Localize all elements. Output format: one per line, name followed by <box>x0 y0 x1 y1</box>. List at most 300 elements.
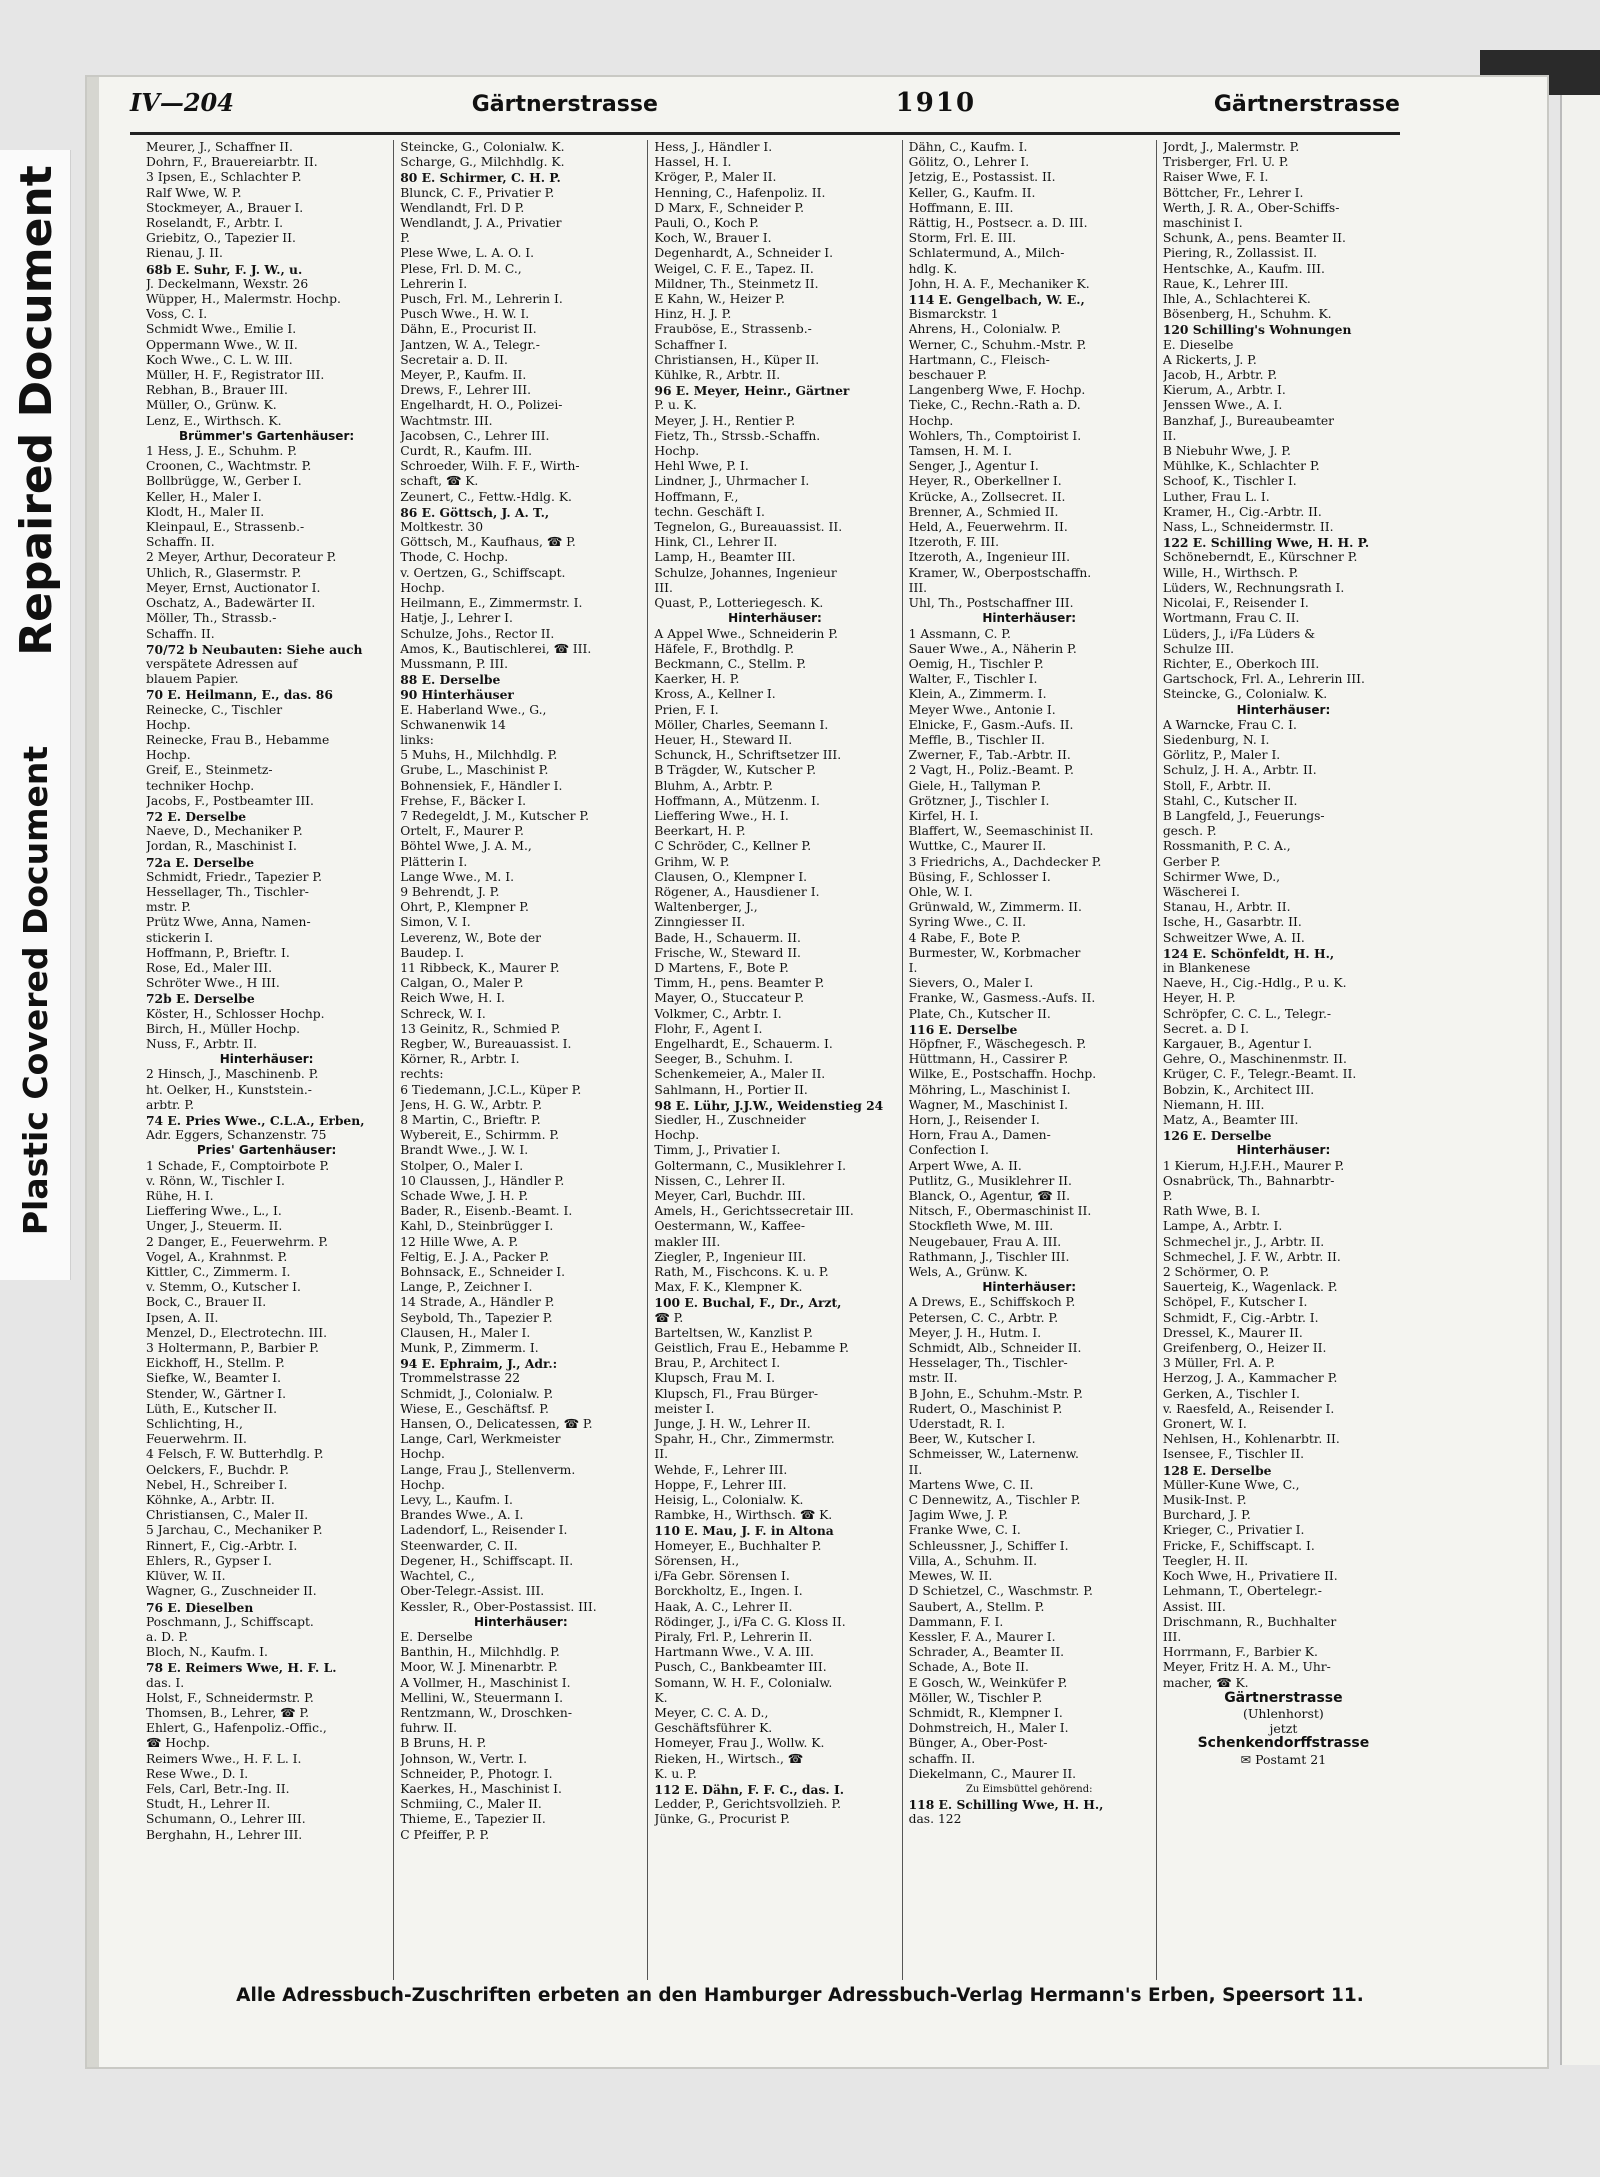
resident-entry: Hoffmann, E. III. <box>908 200 1014 215</box>
resident-entry: maschinist I. <box>1162 216 1243 231</box>
resident-entry: Klein, A., Zimmerm. I. <box>908 687 1047 702</box>
resident-entry: Simon, V. I. <box>400 915 471 930</box>
resident-entry: Naeve, D., Mechaniker P. <box>146 824 303 839</box>
resident-entry: A Appel Wwe., Schneiderin P. <box>654 626 838 641</box>
resident-entry: John, H. A. F., Mechaniker K. <box>908 276 1090 291</box>
resident-entry: II. <box>1162 428 1177 443</box>
resident-entry: Schmeisser, W., Laternenw. <box>908 1447 1079 1462</box>
resident-entry: Gerber P. <box>1162 854 1221 869</box>
resident-entry: Weigel, C. F. E., Tapez. II. <box>654 261 814 276</box>
house-number-entry: 94 E. Ephraim, J., Adr.: <box>400 1356 558 1372</box>
resident-entry: Meyer, Fritz H. A. M., Uhr- <box>1162 1660 1331 1675</box>
resident-entry: Oelckers, F., Buchdr. P. <box>146 1462 289 1477</box>
resident-entry: Lehrerin I. <box>400 276 468 291</box>
resident-entry: Fietz, Th., Strssb.-Schaffn. <box>654 428 821 443</box>
resident-entry: Griebitz, O., Tapezier II. <box>146 231 296 246</box>
resident-entry: Raiser Wwe, F. I. <box>1162 170 1269 185</box>
resident-entry: Gerken, A., Tischler I. <box>1162 1386 1300 1401</box>
resident-entry: 9 Behrendt, J. P. <box>400 884 500 899</box>
resident-entry: Meyer, C. C. A. D., <box>654 1705 769 1720</box>
resident-entry: Schunck, H., Schriftsetzer III. <box>654 748 842 763</box>
resident-entry: Hess, J., Händler I. <box>654 140 773 154</box>
resident-entry: Junge, J. H. W., Lehrer II. <box>654 1417 811 1432</box>
resident-entry: das. 122 <box>908 1812 962 1827</box>
resident-entry: Schmidt, F., Cig.-Arbtr. I. <box>1162 1310 1319 1325</box>
resident-entry: Bismarckstr. 1 <box>908 307 999 322</box>
resident-entry: v. Oertzen, G., Schiffscapt. <box>400 565 566 580</box>
street-notice: ✉ Postamt 21 <box>1240 1751 1327 1767</box>
resident-entry: Meyer Wwe., Antonie I. <box>908 702 1056 717</box>
resident-entry: Timm, H., pens. Beamter P. <box>654 976 825 991</box>
resident-entry: Dressel, K., Maurer II. <box>1162 1325 1303 1340</box>
resident-entry: Fels, Carl, Betr.-Ing. II. <box>146 1781 290 1796</box>
resident-entry: Kahl, D., Steinbrügger I. <box>400 1219 554 1234</box>
resident-entry: Putlitz, G., Musiklehrer II. <box>908 1173 1072 1188</box>
resident-entry: Wehde, F., Lehrer III. <box>654 1462 788 1477</box>
resident-entry: Reinecke, Frau B., Hebamme <box>146 732 330 747</box>
resident-entry: Poschmann, J., Schiffscapt. <box>146 1614 314 1629</box>
resident-entry: Feuerwehrm. II. <box>146 1432 247 1447</box>
resident-entry: Hentschke, A., Kaufm. III. <box>1162 261 1325 276</box>
resident-entry: rechts: <box>400 1067 444 1082</box>
resident-entry: Raue, K., Lehrer III. <box>1162 276 1289 291</box>
resident-entry: Steincke, G., Colonialw. K. <box>1162 687 1328 702</box>
resident-entry: Klodt, H., Maler II. <box>146 504 265 519</box>
resident-entry: Piraly, Frl. P., Lehrerin II. <box>654 1629 813 1644</box>
resident-entry: Hartmann, C., Fleisch- <box>908 352 1050 367</box>
resident-entry: Schlatermund, A., Milch- <box>908 246 1065 261</box>
house-number-entry: 122 E. Schilling Wwe, H. H. P. <box>1162 535 1370 551</box>
resident-entry: Walter, F., Tischler I. <box>908 672 1038 687</box>
resident-entry: Lüders, J., i/Fa Lüders & <box>1162 626 1316 641</box>
resident-entry: Siedenburg, N. I. <box>1162 732 1270 747</box>
resident-entry: Christiansen, H., Küper II. <box>654 352 820 367</box>
resident-entry: E. Dieselbe <box>1162 337 1234 352</box>
resident-entry: Langenberg Wwe, F. Hochp. <box>908 383 1086 398</box>
resident-entry: Zeunert, C., Fettw.-Hdlg. K. <box>400 489 572 504</box>
resident-entry: Bloch, N., Kaufm. I. <box>146 1645 268 1660</box>
resident-entry: II. <box>654 1447 669 1462</box>
resident-entry: Lange, Frau J., Stellenverm. <box>400 1462 576 1477</box>
resident-entry: Mewes, W. II. <box>908 1569 993 1584</box>
resident-entry: Göttsch, M., Kaufhaus, ☎ P. <box>400 535 576 550</box>
resident-entry: A Vollmer, H., Maschinist I. <box>400 1675 571 1690</box>
resident-entry: Wagner, G., Zuschneider II. <box>146 1584 317 1599</box>
resident-entry: Beckmann, C., Stellm. P. <box>654 656 807 671</box>
resident-entry: Roselandt, F., Arbtr. I. <box>146 216 284 231</box>
resident-entry: Schwanenwik 14 <box>400 717 506 732</box>
resident-entry: Lampe, A., Arbtr. I. <box>1162 1219 1283 1234</box>
resident-entry: Waltenberger, J., <box>654 900 758 915</box>
resident-entry: Croonen, C., Wachtmstr. P. <box>146 459 312 474</box>
street-notice: jetzt <box>1269 1721 1298 1737</box>
resident-entry: Stockmeyer, A., Brauer I. <box>146 200 304 215</box>
resident-entry: Steenwarder, C. II. <box>400 1538 518 1553</box>
resident-entry: Jens, H. G. W., Arbtr. P. <box>400 1097 543 1112</box>
resident-entry: 3 Holtermann, P., Barbier P. <box>146 1341 319 1356</box>
house-number-entry: 90 Hinterhäuser <box>400 687 514 703</box>
resident-entry: Schumann, O., Lehrer III. <box>146 1812 306 1827</box>
resident-entry: Hink, Cl., Lehrer II. <box>654 535 778 550</box>
resident-entry: Rudert, O., Maschinist P. <box>908 1401 1063 1416</box>
resident-entry: Klüver, W. II. <box>146 1569 226 1584</box>
resident-entry: Kittler, C., Zimmerm. I. <box>146 1265 291 1280</box>
resident-entry: das. I. <box>146 1675 185 1690</box>
resident-entry: mstr. P. <box>146 900 191 915</box>
resident-entry: arbtr. P. <box>146 1097 195 1112</box>
resident-entry: Johnson, W., Vertr. I. <box>400 1751 528 1766</box>
resident-entry: Grünwald, W., Zimmerm. II. <box>908 900 1082 915</box>
resident-entry: Trisberger, Frl. U. P. <box>1162 155 1289 170</box>
resident-entry: Schreck, W. I. <box>400 1006 486 1021</box>
resident-entry: Franke Wwe, C. I. <box>908 1523 1021 1538</box>
resident-entry: K. <box>654 1690 668 1705</box>
resident-entry: Brau, P., Architect I. <box>654 1356 781 1371</box>
resident-entry: Bohnsack, E., Schneider I. <box>400 1265 566 1280</box>
resident-entry: Dohmstreich, H., Maler I. <box>908 1721 1069 1736</box>
resident-entry: Spahr, H., Chr., Zimmermstr. <box>654 1432 835 1447</box>
resident-entry: Scharge, G., Milchhdlg. K. <box>400 155 565 170</box>
house-number-entry: 72b E. Derselbe <box>146 991 255 1007</box>
resident-entry: Oestermann, W., Kaffee- <box>654 1219 806 1234</box>
resident-entry: Degener, H., Schiffscapt. II. <box>400 1553 574 1568</box>
resident-entry: Jordt, J., Malermstr. P. <box>1162 140 1300 154</box>
section-heading: Hinterhäuser: <box>1236 702 1331 717</box>
resident-entry: Kessler, R., Ober-Postassist. III. <box>400 1599 597 1614</box>
resident-entry: Schmidt, J., Colonialw. P. <box>400 1386 554 1401</box>
resident-entry: Musik-Inst. P. <box>1162 1493 1247 1508</box>
resident-entry: Frehse, F., Bäcker I. <box>400 793 527 808</box>
resident-entry: Jagim Wwe, J. P. <box>908 1508 1008 1523</box>
resident-entry: E Gosch, W., Weinküfer P. <box>908 1675 1068 1690</box>
resident-entry: Dohrn, F., Brauereiarbtr. II. <box>146 155 318 170</box>
resident-entry: 2 Meyer, Arthur, Decorateur P. <box>146 550 337 565</box>
resident-entry: Henning, C., Hafenpoliz. II. <box>654 185 826 200</box>
house-number-entry: 100 E. Buchal, F., Dr., Arzt, <box>654 1295 842 1311</box>
resident-entry: i/Fa Gebr. Sörensen I. <box>654 1569 790 1584</box>
resident-entry: Martens Wwe, C. II. <box>908 1477 1034 1492</box>
resident-entry: Stahl, C., Kutscher II. <box>1162 793 1298 808</box>
street-notice-title: Gärtnerstrasse <box>1224 1690 1343 1706</box>
resident-entry: Baudep. I. <box>400 945 465 960</box>
resident-entry: Müller-Kune Wwe, C., <box>1162 1477 1300 1492</box>
resident-entry: Rathmann, J., Tischler III. <box>908 1249 1070 1264</box>
resident-entry: Ehlers, R., Gypser I. <box>146 1553 272 1568</box>
resident-entry: Koch, W., Brauer I. <box>654 231 772 246</box>
resident-entry: Meyer, J. H., Rentier P. <box>654 413 796 428</box>
resident-entry: Siedler, H., Zuschneider <box>654 1113 806 1127</box>
house-number-entry: 98 E. Lühr, J.J.W., Weidenstieg 24 <box>654 1097 884 1113</box>
resident-entry: Clausen, H., Maler I. <box>400 1325 531 1340</box>
resident-entry: Schulz, J. H. A., Arbtr. II. <box>1162 763 1317 778</box>
resident-entry: Reinecke, C., Tischler <box>146 702 283 717</box>
resident-entry: Secret. a. D I. <box>1162 1021 1249 1036</box>
resident-entry: Wohlers, Th., Comptoirist I. <box>908 428 1082 443</box>
resident-entry: Tegnelon, G., Bureauassist. II. <box>654 520 843 535</box>
resident-entry: Wachtel, C., <box>400 1569 475 1584</box>
resident-entry: Geschäftsführer K. <box>654 1721 773 1736</box>
resident-entry: Beer, W., Kutscher I. <box>908 1432 1036 1447</box>
resident-entry: Saubert, A., Stellm. P. <box>908 1599 1045 1614</box>
resident-entry: Timm, J., Privatier I. <box>654 1143 781 1158</box>
resident-entry: Pauli, O., Koch P. <box>654 216 759 231</box>
resident-entry: v. Raesfeld, A., Reisender I. <box>1162 1401 1335 1416</box>
resident-entry: Neugebauer, Frau A. III. <box>908 1234 1062 1249</box>
resident-entry: Rienau, J. II. <box>146 246 223 261</box>
resident-entry: Lieffering Wwe., L., I. <box>146 1204 282 1219</box>
resident-entry: Uhl, Th., Postschaffner III. <box>908 596 1074 611</box>
resident-entry: Christiansen, C., Maler II. <box>146 1508 309 1523</box>
resident-entry: Jordan, R., Maschinist I. <box>146 839 297 854</box>
house-number-entry: 70/72 b Neubauten: Siehe auch <box>146 641 363 657</box>
page-number: IV—204 <box>130 88 234 117</box>
directory-column <box>1157 140 1410 1980</box>
resident-entry: techniker Hochp. <box>146 778 255 793</box>
resident-entry: Stoll, F., Arbtr. II. <box>1162 778 1272 793</box>
resident-entry: Meyer, Ernst, Auctionator I. <box>146 580 321 595</box>
resident-entry: Krüger, C. F., Telegr.-Beamt. II. <box>1162 1067 1357 1082</box>
resident-entry: Itzeroth, A., Ingenieur III. <box>908 550 1070 565</box>
resident-entry: Greif, E., Steinmetz- <box>146 763 273 778</box>
resident-entry: Nitsch, F., Obermaschinist II. <box>908 1204 1092 1219</box>
resident-entry: Ziegler, P., Ingenieur III. <box>654 1249 807 1264</box>
resident-entry: 2 Vagt, H., Poliz.-Beamt. P. <box>908 763 1074 778</box>
resident-entry: 3 Friedrichs, A., Dachdecker P. <box>908 854 1102 869</box>
resident-entry: Blanck, O., Agentur, ☎ II. <box>908 1189 1071 1204</box>
resident-entry: Tamsen, H. M. I. <box>908 444 1012 459</box>
resident-entry: Jacob, H., Arbtr. P. <box>1162 368 1278 383</box>
resident-entry: Assist. III. <box>1162 1599 1226 1614</box>
resident-entry: J. Deckelmann, Wexstr. 26 <box>146 276 309 291</box>
resident-entry: Rath, M., Fischcons. K. u. P. <box>654 1265 829 1280</box>
resident-entry: Schade Wwe, J. H. P. <box>400 1189 529 1204</box>
resident-entry: Kühlke, R., Arbtr. II. <box>654 368 781 383</box>
resident-entry: Adr. Eggers, Schanzenstr. 75 <box>146 1128 327 1143</box>
resident-entry: Degenhardt, A., Schneider I. <box>654 246 834 261</box>
resident-entry: Brenner, A., Schmied II. <box>908 504 1059 519</box>
resident-entry: Koch Wwe, H., Privatiere II. <box>1162 1569 1338 1584</box>
resident-entry: Herzog, J. A., Kammacher P. <box>1162 1371 1338 1386</box>
resident-entry: a. D. P. <box>146 1629 189 1644</box>
resident-entry: Büsing, F., Schlosser I. <box>908 869 1051 884</box>
section-heading: Hinterhäuser: <box>219 1052 314 1067</box>
resident-entry: Keller, H., Maler I. <box>146 489 262 504</box>
resident-entry: Wachtmstr. III. <box>400 413 493 428</box>
section-heading: Pries' Gartenhäuser: <box>196 1143 337 1158</box>
resident-entry: Birch, H., Müller Hochp. <box>146 1021 301 1036</box>
resident-entry: Itzeroth, F. III. <box>908 535 1000 550</box>
resident-entry: 3 Ipsen, E., Schlachter P. <box>146 170 302 185</box>
resident-entry: Giele, H., Tallyman P. <box>908 778 1042 793</box>
resident-entry: Richter, E., Oberkoch III. <box>1162 656 1320 671</box>
resident-entry: makler III. <box>654 1234 721 1249</box>
resident-entry: Berghahn, H., Lehrer III. <box>146 1827 303 1842</box>
resident-entry: Goltermann, C., Musiklehrer I. <box>654 1158 847 1173</box>
resident-entry: Sauer Wwe., A., Näherin P. <box>908 641 1077 656</box>
resident-entry: Ehlert, G., Hafenpoliz.-Offic., <box>146 1721 327 1736</box>
resident-entry: Schenkemeier, A., Maler II. <box>654 1067 826 1082</box>
resident-entry: beschauer P. <box>908 368 987 383</box>
resident-entry: Hochp. <box>400 1447 445 1462</box>
resident-entry: Somann, W. H. F., Colonialw. <box>654 1675 833 1690</box>
resident-entry: Hochp. <box>146 717 191 732</box>
resident-entry: Krieger, C., Privatier I. <box>1162 1523 1305 1538</box>
resident-entry: Meffle, B., Tischler II. <box>908 732 1045 747</box>
resident-entry: Kaerker, H. P. <box>654 672 740 687</box>
resident-entry: Munk, P., Zimmerm. I. <box>400 1341 539 1356</box>
section-heading: Brümmer's Gartenhäuser: <box>179 428 355 443</box>
resident-entry: Gartschock, Frl. A., Lehrerin III. <box>1162 672 1365 687</box>
resident-entry: Bade, H., Schauerm. II. <box>654 930 801 945</box>
resident-entry: Grihm, W. P. <box>654 854 730 869</box>
resident-entry: Grötzner, J., Tischler I. <box>908 793 1050 808</box>
resident-entry: Schrader, A., Beamter II. <box>908 1645 1065 1660</box>
resident-entry: in Blankenese <box>1162 960 1251 975</box>
resident-entry: C Schröder, C., Kellner P. <box>654 839 812 854</box>
resident-entry: Meyer, P., Kaufm. II. <box>400 368 527 383</box>
resident-entry: 11 Ribbeck, K., Maurer P. <box>400 960 560 975</box>
resident-entry: Schleussner, J., Schiffer I. <box>908 1538 1069 1553</box>
resident-entry: Jantzen, W. A., Telegr.- <box>400 337 540 352</box>
resident-entry: Heisig, L., Colonialw. K. <box>654 1493 804 1508</box>
resident-entry: Moltkestr. 30 <box>400 520 484 535</box>
resident-entry: Senger, J., Agentur I. <box>908 459 1039 474</box>
resident-entry: Horrmann, F., Barbier K. <box>1162 1645 1318 1660</box>
resident-entry: Hinz, H. J. P. <box>654 307 732 322</box>
section-heading: Hinterhäuser: <box>1236 1143 1331 1158</box>
resident-entry: Ortelt, F., Maurer P. <box>400 824 524 839</box>
resident-entry: Bobzin, K., Architect III. <box>1162 1082 1315 1097</box>
resident-entry: 8 Martin, C., Brieftr. P. <box>400 1113 541 1127</box>
resident-entry: Lindner, J., Uhrmacher I. <box>654 474 810 489</box>
resident-entry: Rentzmann, W., Droschken- <box>400 1705 573 1720</box>
resident-entry: Mellini, W., Steuermann I. <box>400 1690 563 1705</box>
house-number-entry: 74 E. Pries Wwe., C.L.A., Erben, <box>146 1113 365 1128</box>
resident-entry: Schweitzer Wwe, A. II. <box>1162 930 1305 945</box>
resident-entry: Wuttke, C., Maurer II. <box>908 839 1047 854</box>
resident-entry: 7 Redegeldt, J. M., Kutscher P. <box>400 808 590 823</box>
resident-entry: Uderstadt, R. I. <box>908 1417 1006 1432</box>
resident-entry: Ladendorf, L., Reisender I. <box>400 1523 568 1538</box>
resident-entry: 10 Claussen, J., Händler P. <box>400 1173 565 1188</box>
resident-entry: Reich Wwe, H. I. <box>400 991 505 1006</box>
resident-entry: Schlichting, H., <box>146 1417 243 1432</box>
resident-entry: Thieme, E., Tapezier II. <box>400 1812 546 1827</box>
resident-entry: Brandt Wwe., J. W. I. <box>400 1143 529 1158</box>
resident-entry: Ipsen, A. II. <box>146 1310 219 1325</box>
resident-entry: Schunk, A., pens. Beamter II. <box>1162 231 1346 246</box>
resident-entry: 2 Schörmer, O. P. <box>1162 1265 1270 1280</box>
resident-entry: meister I. <box>654 1401 715 1416</box>
resident-entry: Schneider, P., Photogr. I. <box>400 1766 553 1781</box>
resident-entry: Stender, W., Gärtner I. <box>146 1386 286 1401</box>
resident-entry: Banthin, H., Milchhdlg. P. <box>400 1645 560 1660</box>
resident-entry: Steincke, G., Colonialw. K. <box>400 140 565 154</box>
resident-entry: P. <box>400 231 410 246</box>
resident-entry: Müller, O., Grünw. K. <box>146 398 277 413</box>
resident-entry: Isensee, F., Tischler II. <box>1162 1447 1305 1462</box>
resident-entry: Klupsch, Frau M. I. <box>654 1371 775 1386</box>
resident-entry: Seeger, B., Schuhm. I. <box>654 1052 793 1067</box>
resident-entry: Bluhm, A., Arbtr. P. <box>654 778 773 793</box>
house-number-entry: 110 E. Mau, J. F. in Altona <box>654 1523 834 1539</box>
resident-entry: Nicolai, F., Reisender I. <box>1162 596 1309 611</box>
resident-entry: Fricke, F., Schiffscapt. I. <box>1162 1538 1315 1553</box>
resident-entry: Borckholtz, E., Ingen. I. <box>654 1584 803 1599</box>
resident-entry: Naeve, H., Cig.-Hdlg., P. u. K. <box>1162 976 1347 991</box>
resident-entry: Grube, L., Maschinist P. <box>400 763 549 778</box>
resident-entry: E. Derselbe <box>400 1629 473 1644</box>
resident-entry: gesch. P. <box>1162 824 1217 839</box>
resident-entry: Köster, H., Schlosser Hochp. <box>146 1006 325 1021</box>
directory-columns <box>140 140 1410 1980</box>
resident-entry: Jacobs, F., Postbeamter III. <box>146 793 314 808</box>
resident-entry: Teegler, H. II. <box>1162 1553 1249 1568</box>
section-heading: Hinterhäuser: <box>982 1280 1077 1295</box>
resident-entry: Prien, F. I. <box>654 702 719 717</box>
house-number-entry: 86 E. Göttsch, J. A. T., <box>400 504 550 520</box>
resident-entry: K. u. P. <box>654 1766 697 1781</box>
resident-entry: Kröger, P., Maler II. <box>654 170 777 185</box>
resident-entry: D Schietzel, C., Waschmstr. P. <box>908 1584 1093 1599</box>
resident-entry: Kargauer, B., Agentur I. <box>1162 1036 1313 1051</box>
resident-entry: mstr. II. <box>908 1371 958 1386</box>
resident-entry: P. u. K. <box>654 398 697 413</box>
resident-entry: Rieken, H., Wirtsch., ☎ <box>654 1751 804 1766</box>
resident-entry: Rossmanith, P. C. A., <box>1162 839 1291 854</box>
resident-entry: Elnicke, F., Gasm.-Aufs. II. <box>908 717 1074 732</box>
resident-entry: hdlg. K. <box>908 261 958 276</box>
resident-entry: blauem Papier. <box>146 672 239 687</box>
resident-entry: Storm, Frl. E. III. <box>908 231 1017 246</box>
resident-entry: Wiese, E., Geschäftsf. P. <box>400 1401 549 1416</box>
publisher-footer: Alle Adressbuch-Zuschriften erbeten an den Hamburger Adressbuch-Verlag Hermann's Erben, Speersort 11. <box>236 1985 1364 2006</box>
resident-entry: Kierum, A., Arbtr. I. <box>1162 383 1286 398</box>
resident-entry: I. <box>908 960 918 975</box>
resident-entry: Holst, F., Schneidermstr. P. <box>146 1690 314 1705</box>
resident-entry: Eickhoff, H., Stellm. P. <box>146 1356 285 1371</box>
resident-entry: 1 Hess, J. E., Schuhm. P. <box>146 444 297 459</box>
resident-entry: Höpfner, F., Wäschegesch. P. <box>908 1036 1087 1051</box>
resident-entry: Schroeder, Wilh. F. F., Wirth- <box>400 459 580 474</box>
resident-entry: Tieke, C., Rechn.-Rath a. D. <box>908 398 1081 413</box>
resident-entry: Schulze, Johannes, Ingenieur <box>654 565 837 580</box>
resident-entry: Häfele, F., Brothdlg. P. <box>654 641 795 656</box>
resident-entry: Oppermann Wwe., W. II. <box>146 337 298 352</box>
resident-entry: Horn, Frau A., Damen- <box>908 1128 1051 1143</box>
house-number-entry: 120 Schilling's Wohnungen <box>1162 322 1352 338</box>
resident-entry: Körner, R., Arbtr. I. <box>400 1052 520 1067</box>
house-number-entry: 112 E. Dähn, F. F. C., das. I. <box>654 1781 844 1797</box>
resident-entry: Dähn, E., Procurist II. <box>400 322 537 337</box>
resident-entry: Studt, H., Lehrer II. <box>146 1797 271 1812</box>
resident-entry: Schröter Wwe., H III. <box>146 976 280 991</box>
repaired-document-label: Repaired Document <box>10 164 62 656</box>
resident-entry: Hehl Wwe, P. I. <box>654 459 749 474</box>
resident-entry: Feltig, E. J. A., Packer P. <box>400 1249 550 1264</box>
resident-entry: Hoppe, F., Lehrer III. <box>654 1477 787 1492</box>
resident-entry: Rögener, A., Hausdiener I. <box>654 884 820 899</box>
resident-entry: Kleinpaul, E., Strassenb.- <box>146 520 305 535</box>
street-title-right: Gärtnerstrasse <box>1213 92 1400 117</box>
resident-entry: Levy, L., Kaufm. I. <box>400 1493 513 1508</box>
resident-entry: Heuer, H., Steward II. <box>654 732 793 747</box>
resident-entry: Rose, Ed., Maler III. <box>146 960 273 975</box>
resident-entry: P. <box>1162 1189 1173 1204</box>
resident-entry: Prütz Wwe, Anna, Namen- <box>146 915 311 930</box>
resident-entry: Osnabrück, Th., Bahnarbtr- <box>1162 1173 1335 1188</box>
resident-entry: Diekelmann, C., Maurer II. <box>908 1766 1077 1781</box>
